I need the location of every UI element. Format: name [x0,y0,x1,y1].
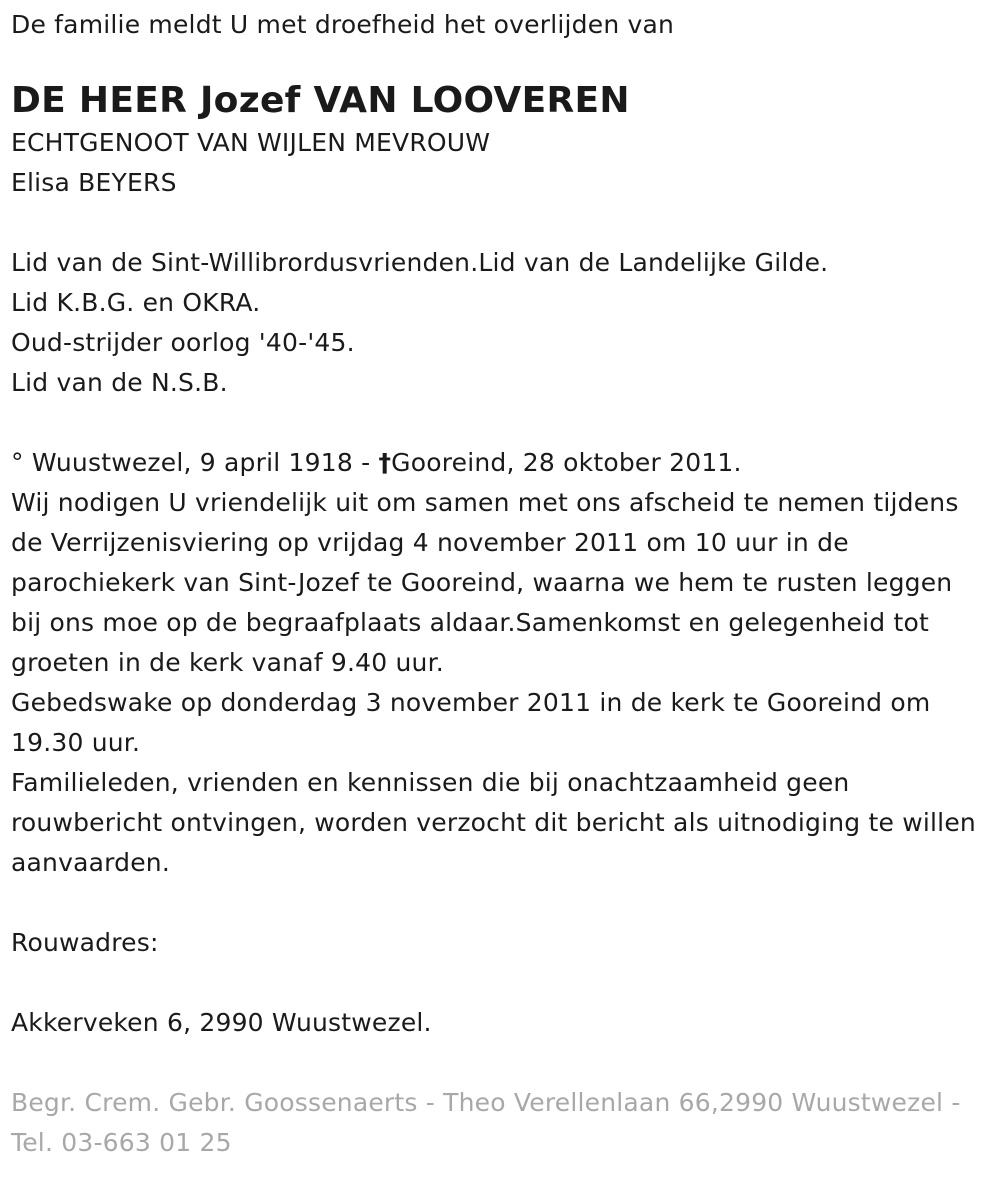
death-info: Gooreind, 28 oktober 2011. [391,448,742,477]
membership-line: Lid van de Sint-Willibrordusvrienden.Lid van de Landelijke Gilde. [11,248,829,277]
intro-text: De familie meldt U met droefheid het overlijden van [11,10,675,39]
spacer [11,203,996,243]
funeral-home-info: Begr. Crem. Gebr. Goossenaerts - Theo Verellenlaan 66,2990 Wuustwezel - Tel. 03-663 01 25 [11,1088,961,1157]
membership-line: Lid K.B.G. en OKRA. [11,288,261,317]
address-label: Rouwadres: [11,928,159,957]
obituary-document [11,0,996,1163]
deceased-name: DE HEER Jozef VAN LOOVEREN [11,80,630,121]
membership-line: Lid van de N.S.B. [11,368,228,397]
birth-info: ° Wuustwezel, 9 april 1918 - [11,448,371,477]
invitation-text: Wij nodigen U vriendelijk uit om samen met ons afscheid te nemen tijdens de Verrijzenisviering op vrijdag 4 november 2011 om 10 uur in de parochiekerk van Sint-Jozef te Gooreind, waarna we hem te rusten leggen bij ons moe op de begraafplaats aldaar.Samenkomst en gelegenheid tot groeten in de kerk vanaf 9.40 uur. [11,488,959,677]
spacer [11,403,996,443]
spacer [11,883,996,923]
spacer [11,963,996,1003]
membership-line: Oud-strijder oorlog '40-'45. [11,328,355,357]
spacer [11,1043,996,1083]
address: Akkerveken 6, 2990 Wuustwezel. [11,1008,432,1037]
life-dates [11,443,996,483]
cross-icon: † [378,448,392,477]
notice-text: Familieleden, vrienden en kennissen die bij onachtzaamheid geen rouwbericht ontvingen, worden verzocht dit bericht als uitnodiging te willen aanvaarden. [11,768,976,877]
vigil-text: Gebedswake op donderdag 3 november 2011 in de kerk te Gooreind om 19.30 uur. [11,688,931,757]
spouse-line: ECHTGENOOT VAN WIJLEN MEVROUW [11,128,491,157]
spouse-name: Elisa BEYERS [11,168,177,197]
